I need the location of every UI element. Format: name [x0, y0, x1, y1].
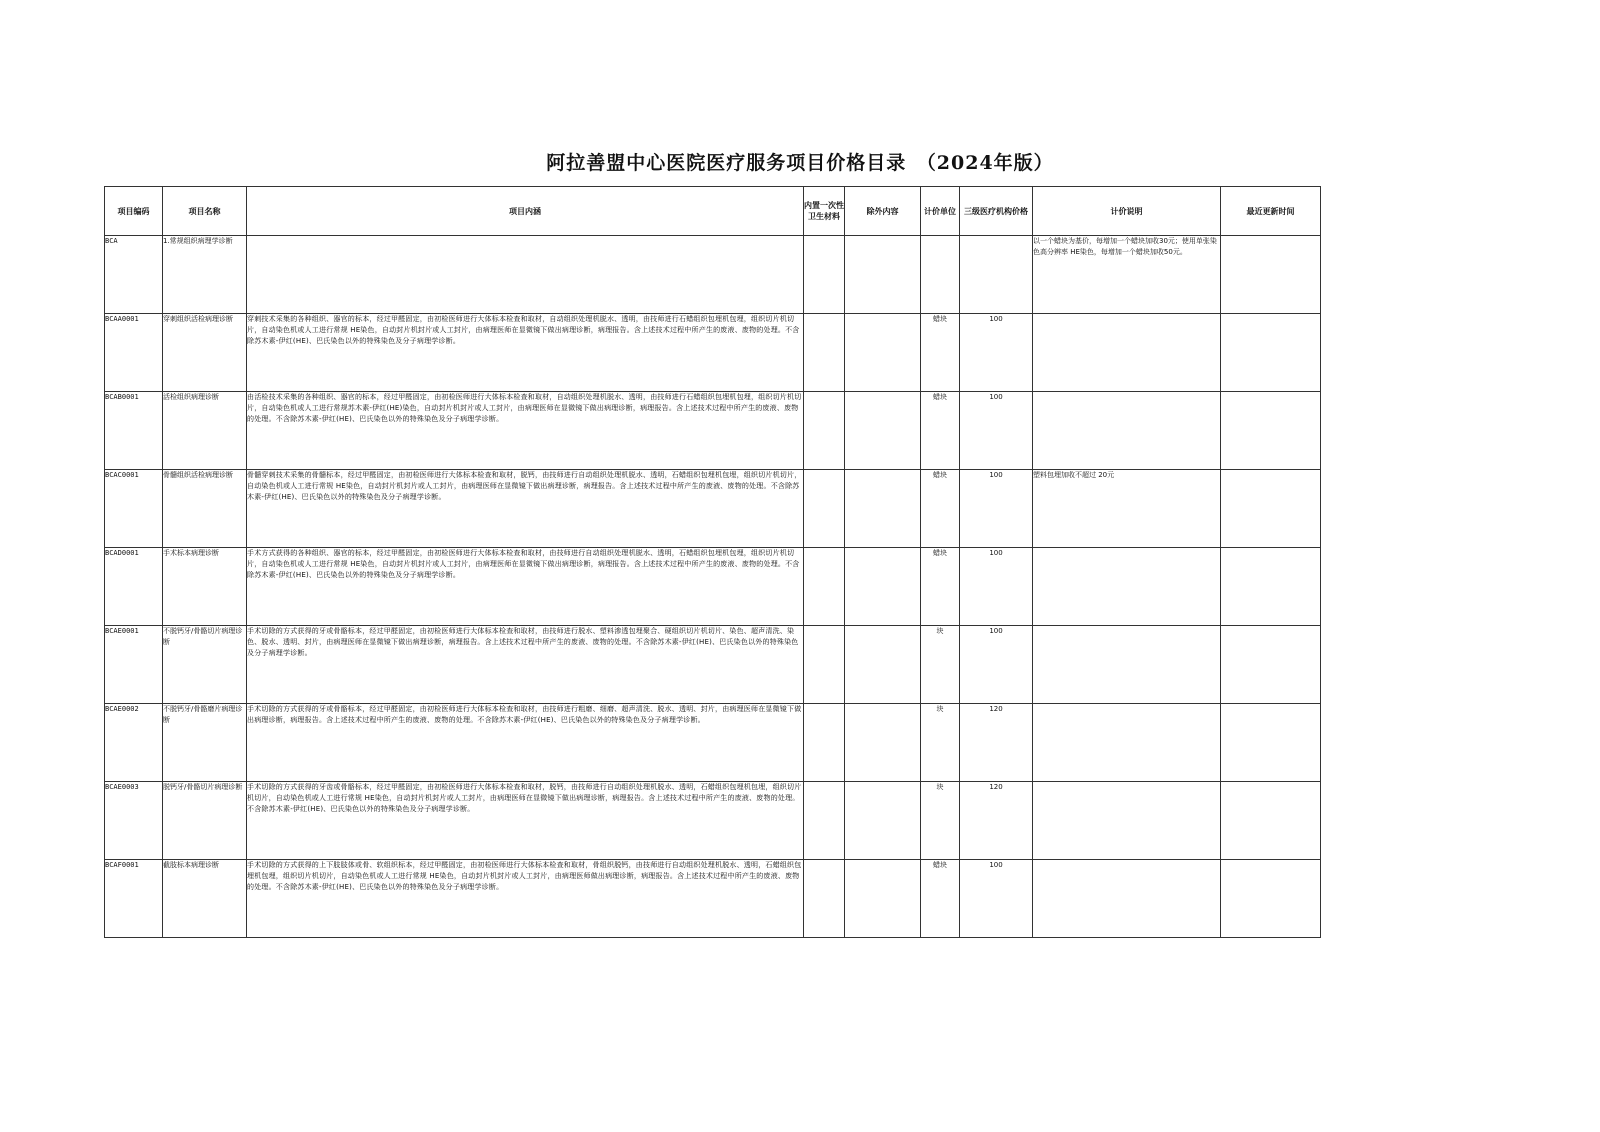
item-note [1033, 860, 1221, 938]
item-unit: 蜡块 [921, 314, 960, 392]
item-price: 100 [960, 626, 1033, 704]
item-updated [1221, 782, 1321, 860]
item-exclusion [845, 626, 921, 704]
item-material [804, 782, 845, 860]
item-exclusion [845, 470, 921, 548]
header-row [105, 187, 1321, 236]
column-header-material: 内置一次性卫生材料 [804, 187, 845, 236]
item-price: 100 [960, 860, 1033, 938]
item-name: 1.常规组织病理学诊断 [163, 236, 247, 314]
item-exclusion [845, 392, 921, 470]
item-code: BCAC0001 [105, 470, 163, 548]
item-note [1033, 782, 1221, 860]
table-row [105, 392, 1321, 470]
table-row [105, 704, 1321, 782]
item-content: 由活检技术采集的各种组织、器官的标本，经过甲醛固定，由初检医师进行大体标本检查和取材，自动组织处理机脱水、透明，由技师进行石蜡组织包埋机包埋，组织切片机切片，自动染色机或人工进行常规苏木素-伊红(HE)染色，自动封片机封片或人工封片，由病理医师在显微镜下做出病理诊断，病理报告。含上述技术过程中所产生的废液、废物的处理。不含除苏木素-伊红(HE)、巴氏染色以外的特殊染色及分子病理学诊断。 [247, 392, 804, 470]
item-updated [1221, 470, 1321, 548]
item-note: 塑料包埋加收不超过 20元 [1033, 470, 1221, 548]
item-material [804, 704, 845, 782]
item-note [1033, 626, 1221, 704]
item-exclusion [845, 704, 921, 782]
column-header-note: 计价说明 [1033, 187, 1221, 236]
column-header-code: 项目编码 [105, 187, 163, 236]
item-note: 以一个蜡块为基价，每增加一个蜡块加收30元；使用单张染色高分辨率 HE染色，每增加一个蜡块加收50元。 [1033, 236, 1221, 314]
item-content: 手术切除的方式获得的牙或骨骼标本，经过甲醛固定，由初检医师进行大体标本检查和取材，由技师进行脱水、塑料渗透包埋聚合、硬组织切片机切片、染色、超声清洗、染色、脱水、透明、封片，由病理医师在显微镜下做出病理诊断，病理报告。含上述技术过程中所产生的废液、废物的处理。不含除苏木素-伊红(HE)、巴氏染色以外的特殊染色及分子病理学诊断。 [247, 626, 804, 704]
table-row [105, 860, 1321, 938]
item-content: 手术方式获得的各种组织、器官的标本，经过甲醛固定，由初检医师进行大体标本检查和取材，由技师进行自动组织处理机脱水、透明，石蜡组织包埋机包埋，组织切片机切片，自动染色机或人工进行常规 HE染色，自动封片机封片或人工封片，由病理医师在显微镜下做出病理诊断，病理报告。含上述技术过程中所产生的废液、废物的处理。不含除苏木素-伊红(HE)、巴氏染色以外的特殊染色及分子病理学诊断。 [247, 548, 804, 626]
item-content: 手术切除的方式获得的上下肢肢体或骨、软组织标本，经过甲醛固定，由初检医师进行大体标本检查和取材，骨组织脱钙，由技师进行自动组织处理机脱水、透明，石蜡组织包埋机包埋，组织切片机切片，自动染色机或人工进行常规 HE染色，自动封片机封片或人工封片，由病理医师做出病理诊断，病理报告。含上述技术过程中所产生的废液、废物的处理。不含除苏木素-伊红(HE)、巴氏染色以外的特殊染色及分子病理学诊断。 [247, 860, 804, 938]
item-price: 100 [960, 314, 1033, 392]
item-unit: 块 [921, 704, 960, 782]
item-material [804, 860, 845, 938]
item-updated [1221, 704, 1321, 782]
item-material [804, 392, 845, 470]
document-title: 阿拉善盟中心医院医疗服务项目价格目录 （2024年版） [546, 152, 1054, 174]
item-material [804, 314, 845, 392]
column-header-unit: 计价单位 [921, 187, 960, 236]
item-material [804, 548, 845, 626]
item-exclusion [845, 860, 921, 938]
item-updated [1221, 548, 1321, 626]
item-price: 100 [960, 392, 1033, 470]
item-name: 穿刺组织活检病理诊断 [163, 314, 247, 392]
item-unit [921, 236, 960, 314]
table-row [105, 548, 1321, 626]
item-code: BCAA0001 [105, 314, 163, 392]
item-unit: 块 [921, 782, 960, 860]
item-content: 穿刺技术采集的各种组织、器官的标本，经过甲醛固定，由初检医师进行大体标本检查和取材，自动组织处理机脱水、透明，由技师进行石蜡组织包埋机包埋，组织切片机切片，自动染色机或人工进行常规 HE染色，自动封片机封片或人工封片，由病理医师在显微镜下做出病理诊断，病理报告。含上述技术过程中所产生的废液、废物的处理。不含除苏木素-伊红(HE)、巴氏染色以外的特殊染色及分子病理学诊断。 [247, 314, 804, 392]
item-name: 截肢标本病理诊断 [163, 860, 247, 938]
table-row [105, 314, 1321, 392]
item-note [1033, 314, 1221, 392]
item-name: 活检组织病理诊断 [163, 392, 247, 470]
item-exclusion [845, 548, 921, 626]
item-unit: 蜡块 [921, 860, 960, 938]
item-note [1033, 704, 1221, 782]
item-updated [1221, 392, 1321, 470]
item-updated [1221, 860, 1321, 938]
item-name: 手术标本病理诊断 [163, 548, 247, 626]
column-header-price: 三级医疗机构价格 [960, 187, 1033, 236]
item-code: BCA [105, 236, 163, 314]
item-code: BCAE0003 [105, 782, 163, 860]
item-unit: 蜡块 [921, 470, 960, 548]
table-row [105, 626, 1321, 704]
item-exclusion [845, 314, 921, 392]
price-table [104, 186, 1321, 938]
item-material [804, 470, 845, 548]
item-updated [1221, 314, 1321, 392]
item-exclusion [845, 782, 921, 860]
item-price: 100 [960, 470, 1033, 548]
item-name: 不脱钙牙/骨骼磨片病理诊断 [163, 704, 247, 782]
table-row [105, 470, 1321, 548]
item-note [1033, 392, 1221, 470]
column-header-name: 项目名称 [163, 187, 247, 236]
item-price: 120 [960, 704, 1033, 782]
item-unit: 蜡块 [921, 548, 960, 626]
item-code: BCAF0001 [105, 860, 163, 938]
column-header-exclusion: 除外内容 [845, 187, 921, 236]
item-note [1033, 548, 1221, 626]
item-exclusion [845, 236, 921, 314]
item-name: 骨髓组织活检病理诊断 [163, 470, 247, 548]
column-header-updated: 最近更新时间 [1221, 187, 1321, 236]
item-code: BCAE0001 [105, 626, 163, 704]
item-content [247, 236, 804, 314]
item-unit: 蜡块 [921, 392, 960, 470]
item-unit: 块 [921, 626, 960, 704]
item-content: 手术切除的方式获得的牙或骨骼标本，经过甲醛固定，由初检医师进行大体标本检查和取材，由技师进行粗磨、细磨、超声清洗、脱水、透明、封片，由病理医师在显微镜下做出病理诊断，病理报告。含上述技术过程中所产生的废液、废物的处理。不含除苏木素-伊红(HE)、巴氏染色以外的特殊染色及分子病理学诊断。 [247, 704, 804, 782]
item-updated [1221, 236, 1321, 314]
item-price: 120 [960, 782, 1033, 860]
item-content: 骨髓穿刺技术采集的骨髓标本，经过甲醛固定，由初检医师进行大体标本检查和取材，脱钙，由技师进行自动组织处理机脱水、透明，石蜡组织包埋机包埋，组织切片机切片，自动染色机或人工进行常规 HE染色，自动封片机封片或人工封片，由病理医师在显微镜下做出病理诊断，病理报告。含上述技术过程中所产生的废液、废物的处理。不含除苏木素-伊红(HE)、巴氏染色以外的特殊染色及分子病理学诊断。 [247, 470, 804, 548]
item-price: 100 [960, 548, 1033, 626]
item-code: BCAD0001 [105, 548, 163, 626]
item-material [804, 626, 845, 704]
table-row [105, 782, 1321, 860]
column-header-content: 项目内涵 [247, 187, 804, 236]
item-code: BCAE0002 [105, 704, 163, 782]
item-price [960, 236, 1033, 314]
item-material [804, 236, 845, 314]
item-name: 脱钙牙/骨骼切片病理诊断 [163, 782, 247, 860]
item-content: 手术切除的方式获得的牙齿或骨骼标本，经过甲醛固定，由初检医师进行大体标本检查和取材，脱钙，由技师进行自动组织处理机脱水、透明，石蜡组织包埋机包埋，组织切片机切片，自动染色机或人工进行常规 HE染色，自动封片机封片或人工封片，由病理医师在显微镜下做出病理诊断，病理报告。含上述技术过程中所产生的废液、废物的处理。不含除苏木素-伊红(HE)、巴氏染色以外的特殊染色及分子病理学诊断。 [247, 782, 804, 860]
table-row [105, 236, 1321, 314]
item-code: BCAB0001 [105, 392, 163, 470]
item-name: 不脱钙牙/骨骼切片病理诊断 [163, 626, 247, 704]
item-updated [1221, 626, 1321, 704]
